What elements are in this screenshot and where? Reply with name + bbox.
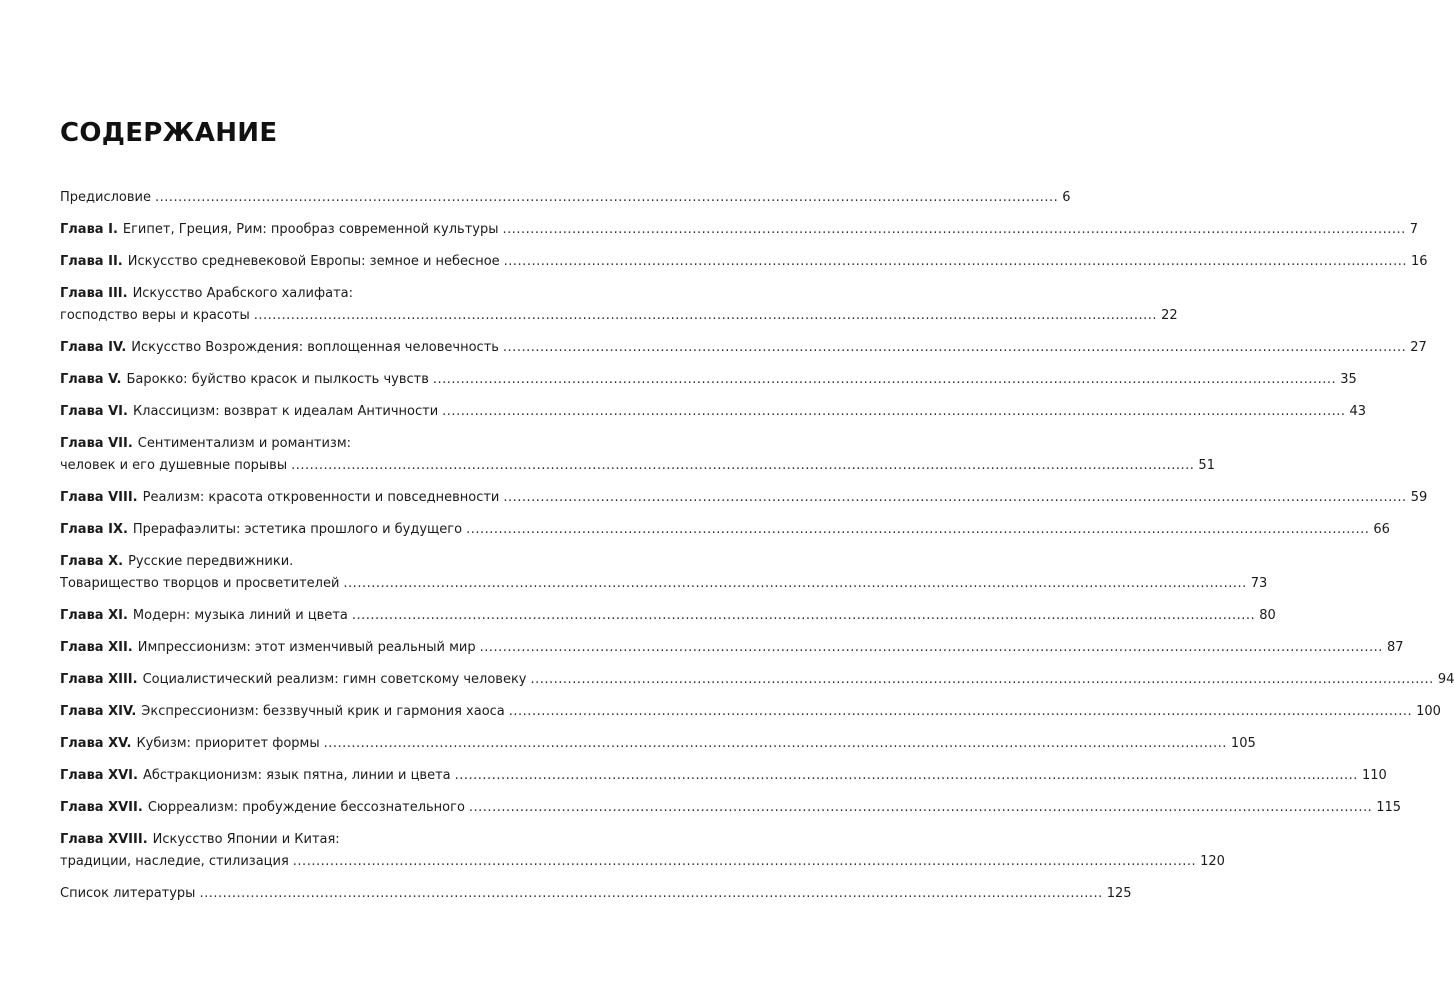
toc-entry-title: Предисловие [60, 190, 151, 205]
leader-dots [343, 573, 1246, 595]
page-title: СОДЕРЖАНИЕ [60, 118, 278, 148]
toc-entry-chapter-3[interactable] [60, 283, 1178, 327]
toc-chapter-label: Глава III. [60, 286, 128, 301]
leader-dots [466, 519, 1369, 541]
toc-page-number: 80 [1259, 608, 1276, 623]
toc-page-number: 27 [1410, 340, 1427, 355]
toc-chapter-label: Глава XIV. [60, 704, 137, 719]
toc-entry-title: Классицизм: возврат к идеалам Античности [132, 404, 439, 419]
toc-chapter-label: Глава II. [60, 254, 123, 269]
toc-chapter-label: Глава XIII. [60, 672, 138, 687]
toc-page-number: 35 [1340, 372, 1357, 387]
leader-dots [254, 305, 1157, 327]
toc-entry-chapter-10[interactable] [60, 551, 1268, 595]
toc-entry-chapter-17[interactable] [60, 797, 1402, 819]
toc-page-number: 7 [1409, 222, 1419, 237]
toc-entry-title: Русские передвижники. [128, 554, 294, 569]
toc-page-number: 125 [1106, 886, 1132, 901]
toc-entry-title: Импрессионизм: этот изменчивый реальный мир [137, 640, 476, 655]
leader-dots [503, 337, 1406, 359]
toc-chapter-label: Глава IV. [60, 340, 127, 355]
leader-dots [469, 797, 1372, 819]
toc-chapter-label: Глава XII. [60, 640, 133, 655]
toc-page-number: 100 [1416, 704, 1441, 719]
toc-entry-title: Сентиментализм и романтизм: [137, 436, 352, 451]
toc-entry-title: Прерафаэлиты: эстетика прошлого и будущего [132, 522, 463, 537]
toc-entry-title: Сюрреализм: пробуждение бессознательного [147, 800, 465, 815]
toc-entry-chapter-11[interactable] [60, 605, 1276, 627]
leader-dots [503, 487, 1406, 509]
toc-chapter-label: Глава V. [60, 372, 122, 387]
toc-entry-preface[interactable] [60, 187, 1071, 209]
toc-entry-chapter-18[interactable] [60, 829, 1225, 873]
toc-entry-chapter-9[interactable] [60, 519, 1390, 541]
toc-entry-chapter-1[interactable] [60, 219, 1419, 241]
toc-entry-chapter-6[interactable] [60, 401, 1367, 423]
toc-chapter-label: Глава XVII. [60, 800, 143, 815]
toc-page-number: 105 [1230, 736, 1256, 751]
toc-entry-chapter-7[interactable] [60, 433, 1215, 477]
toc-page-number: 115 [1376, 800, 1402, 815]
leader-dots [531, 669, 1434, 691]
toc-chapter-label: Глава VII. [60, 436, 133, 451]
toc-page-number: 59 [1410, 490, 1428, 505]
leader-dots [455, 765, 1358, 787]
toc-chapter-label: Глава XVI. [60, 768, 138, 783]
toc-entry-chapter-2[interactable] [60, 251, 1428, 273]
toc-entry-title: Список литературы [60, 886, 196, 901]
leader-dots [293, 851, 1196, 873]
toc-entry-title: Искусство Арабского халифата: [132, 286, 354, 301]
toc-entry-chapter-15[interactable] [60, 733, 1256, 755]
toc-entry-title-continued: традиции, наследие, стилизация [60, 854, 289, 869]
toc-entry-title: Египет, Греция, Рим: прообраз современной культуры [122, 222, 499, 237]
toc-entry-chapter-4[interactable] [60, 337, 1427, 359]
toc-page-number: 110 [1361, 768, 1387, 783]
toc-entry-bibliography[interactable] [60, 883, 1132, 905]
toc-page-number: 22 [1161, 308, 1178, 323]
toc-page-number: 120 [1200, 854, 1225, 869]
toc-chapter-label: Глава VI. [60, 404, 128, 419]
toc-entry-chapter-16[interactable] [60, 765, 1387, 787]
leader-dots [509, 701, 1412, 723]
toc-page-number: 73 [1250, 576, 1268, 591]
toc-entry-title: Реализм: красота откровенности и повседневности [142, 490, 500, 505]
toc-page-number: 51 [1198, 458, 1215, 473]
toc-chapter-label: Глава I. [60, 222, 118, 237]
toc-page-number: 87 [1386, 640, 1404, 655]
toc-entry-chapter-8[interactable] [60, 487, 1428, 509]
toc-entry-title: Искусство Японии и Китая: [152, 832, 340, 847]
table-of-contents [60, 187, 1454, 915]
toc-entry-chapter-13[interactable] [60, 669, 1454, 691]
leader-dots [324, 733, 1227, 755]
toc-entry-title: Модерн: музыка линий и цвета [132, 608, 348, 623]
toc-page-number: 66 [1373, 522, 1390, 537]
leader-dots [352, 605, 1255, 627]
toc-entry-title-continued: господство веры и красоты [60, 308, 250, 323]
toc-entry-title: Экспрессионизм: беззвучный крик и гармония хаоса [141, 704, 505, 719]
toc-entry-title: Социалистический реализм: гимн советскому человеку [142, 672, 527, 687]
toc-page-number: 6 [1062, 190, 1071, 205]
toc-entry-chapter-12[interactable] [60, 637, 1404, 659]
toc-chapter-label: Глава XVIII. [60, 832, 148, 847]
toc-chapter-label: Глава VIII. [60, 490, 138, 505]
toc-entry-chapter-14[interactable] [60, 701, 1441, 723]
leader-dots [291, 455, 1194, 477]
leader-dots [199, 883, 1102, 905]
toc-chapter-label: Глава IX. [60, 522, 128, 537]
leader-dots [504, 251, 1407, 273]
toc-entry-title-continued: Товарищество творцов и просветителей [60, 576, 340, 591]
leader-dots [480, 637, 1383, 659]
toc-entry-title: Искусство средневековой Европы: земное и небесное [127, 254, 500, 269]
leader-dots [442, 401, 1345, 423]
toc-entry-chapter-5[interactable] [60, 369, 1357, 391]
toc-chapter-label: Глава XI. [60, 608, 128, 623]
toc-entry-title: Абстракционизм: язык пятна, линии и цвета [142, 768, 451, 783]
toc-page-number: 94 [1437, 672, 1454, 687]
toc-page-number: 16 [1410, 254, 1428, 269]
toc-entry-title: Искусство Возрождения: воплощенная человечность [131, 340, 499, 355]
leader-dots [433, 369, 1336, 391]
toc-chapter-label: Глава X. [60, 554, 124, 569]
toc-entry-title: Барокко: буйство красок и пылкость чувств [126, 372, 429, 387]
toc-chapter-label: Глава XV. [60, 736, 132, 751]
toc-entry-title-continued: человек и его душевные порывы [60, 458, 288, 473]
leader-dots [155, 187, 1058, 209]
leader-dots [502, 219, 1405, 241]
toc-entry-title: Кубизм: приоритет формы [136, 736, 320, 751]
toc-page-number: 43 [1349, 404, 1367, 419]
